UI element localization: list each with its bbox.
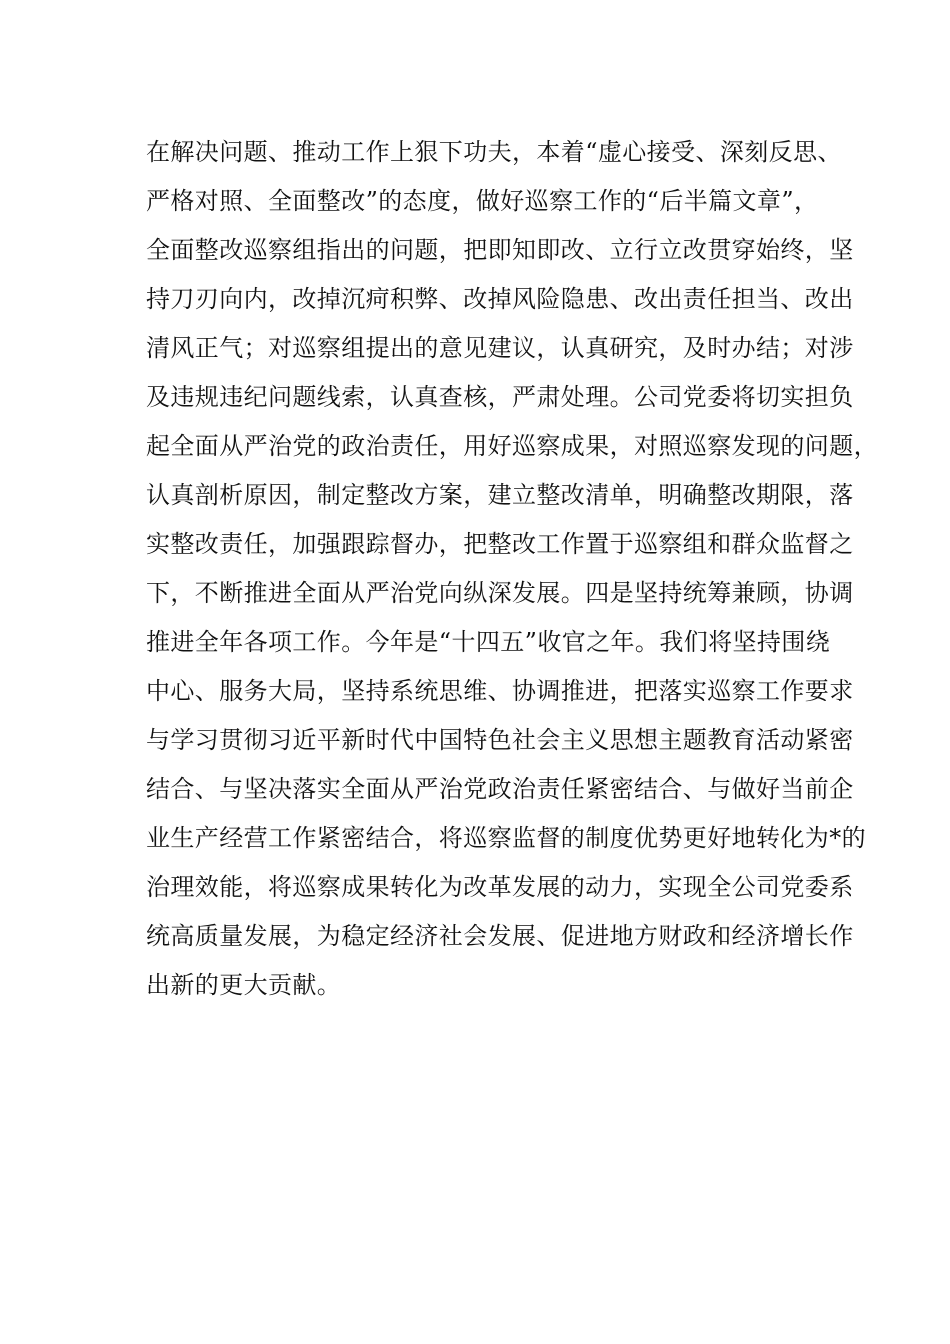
text-line: 中心、服务大局，坚持系统思维、协调推进，把落实巡察工作要求 <box>146 677 854 705</box>
text-line: 全面整改巡察组指出的问题，把即知即改、立行立改贯穿始终，坚 <box>146 236 854 264</box>
text-line: 下，不断推进全面从严治党向纵深发展。四是坚持统筹兼顾，协调 <box>146 579 854 607</box>
text-line: 推进全年各项工作。今年是“十四五”收官之年。我们将坚持围绕 <box>146 628 831 656</box>
text-line: 持刀刃向内，改掉沉疴积弊、改掉风险隐患、改出责任担当、改出 <box>146 285 854 313</box>
text-line: 业生产经营工作紧密结合，将巡察监督的制度优势更好地转化为*的 <box>146 824 866 852</box>
text-line: 及违规违纪问题线索，认真查核，严肃处理。公司党委将切实担负 <box>146 383 854 411</box>
text-line: 认真剖析原因，制定整改方案，建立整改清单，明确整改期限，落 <box>146 481 854 509</box>
text-line: 治理效能，将巡察成果转化为改革发展的动力，实现全公司党委系 <box>146 873 854 901</box>
text-line: 起全面从严治党的政治责任，用好巡察成果，对照巡察发现的问题， <box>146 432 878 460</box>
text-line: 统高质量发展，为稳定经济社会发展、促进地方财政和经济增长作 <box>146 922 854 950</box>
text-line: 结合、与坚决落实全面从严治党政治责任紧密结合、与做好当前企 <box>146 775 854 803</box>
text-line: 实整改责任，加强跟踪督办，把整改工作置于巡察组和群众监督之 <box>146 530 854 558</box>
text-line: 出新的更大贡献。 <box>146 971 342 999</box>
text-line: 与学习贯彻习近平新时代中国特色社会主义思想主题教育活动紧密 <box>146 726 854 754</box>
text-line: 清风正气；对巡察组提出的意见建议，认真研究，及时办结；对涉 <box>146 334 854 362</box>
body-paragraph <box>0 128 950 1010</box>
text-line: 严格对照、全面整改”的态度，做好巡察工作的“后半篇文章”， <box>146 187 819 215</box>
text-line: 在解决问题、推动工作上狠下功夫，本着“虚心接受、深刻反思、 <box>146 138 842 166</box>
